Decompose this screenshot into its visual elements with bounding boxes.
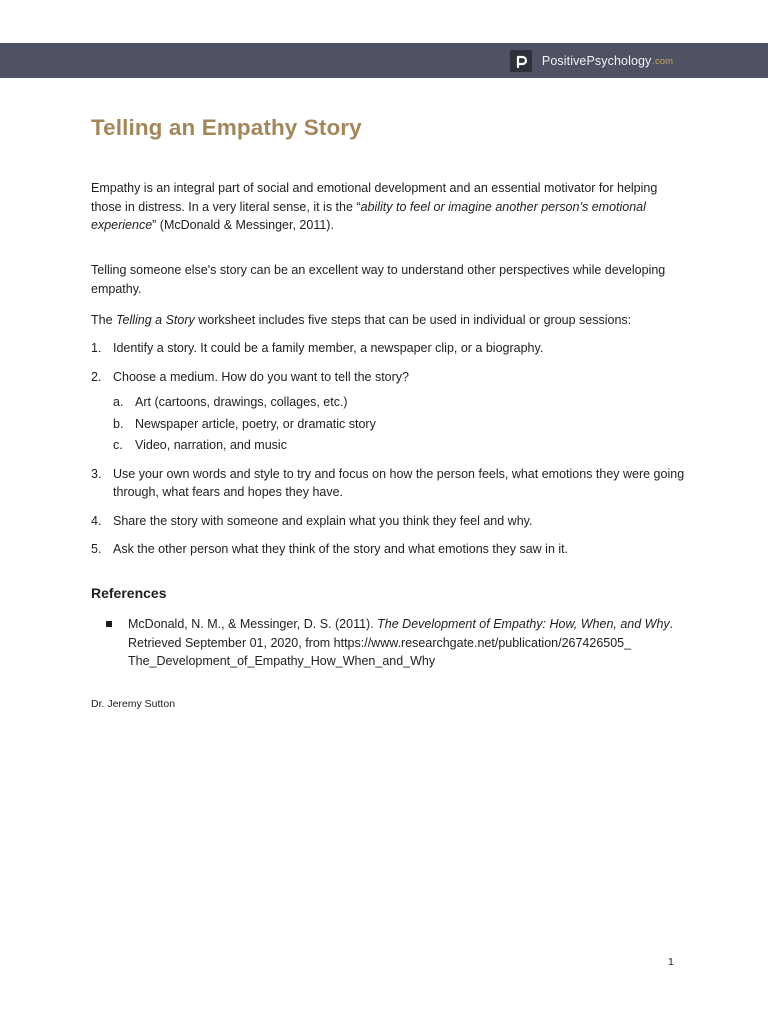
medium-options-list xyxy=(113,393,691,455)
step-item xyxy=(91,339,691,358)
option-letter: a. xyxy=(113,395,124,409)
brand[interactable] xyxy=(510,50,673,72)
page-number: 1 xyxy=(668,956,674,968)
perspective-paragraph: Telling someone else's story can be an excellent way to understand other perspectives while developing empathy. xyxy=(91,263,666,296)
option-text: Art (cartoons, drawings, collages, etc.) xyxy=(135,395,348,409)
step-item xyxy=(91,512,691,531)
step-text: Share the story with someone and explain what you think they feel and why. xyxy=(113,513,533,528)
option-text: Video, narration, and music xyxy=(135,438,287,452)
step-number: 4. xyxy=(91,513,102,528)
step-number: 5. xyxy=(91,542,102,556)
author-name: Dr. Jeremy Sutton xyxy=(91,698,176,710)
option-letter: c. xyxy=(113,438,123,452)
reference-authors: McDonald, N. M., & Messinger, D. S. (2011). xyxy=(128,617,378,631)
steps-list xyxy=(91,339,691,569)
worksheet-text-before: The xyxy=(91,313,117,327)
page-title: Telling an Empathy Story xyxy=(91,115,362,140)
worksheet-name: Telling a Story xyxy=(116,313,195,327)
option-letter: b. xyxy=(113,416,124,431)
intro-text-before: Empathy is an integral part of social and emotional development and an essential motivator for helping those in distress. In a very literal sense, it is the “ xyxy=(91,181,658,214)
medium-option xyxy=(113,393,691,412)
positive-psychology-logo-icon xyxy=(510,50,532,72)
reference-retrieved[interactable]: Retrieved September 01, 2020, from https://www.researchgate.net/publication/267426505_ xyxy=(128,635,632,650)
reference-period: . xyxy=(669,617,674,631)
step-text: Use your own words and style to try and focus on how the person feels, what emotions they were going through, what fears and hopes they have. xyxy=(113,466,685,499)
header-bar xyxy=(0,43,768,78)
intro-text-after: ” (McDonald & Messinger, 2011). xyxy=(152,218,334,232)
step-number: 1. xyxy=(91,341,102,355)
brand-name: PositivePsychology xyxy=(541,54,652,68)
step-item xyxy=(91,465,691,502)
empathy-definition-quote: ability to feel or imagine another person’s emotional experience xyxy=(91,199,646,232)
references-heading: References xyxy=(91,585,167,601)
medium-option xyxy=(113,415,691,434)
worksheet-text-after: worksheet includes five steps that can be used in individual or group sessions: xyxy=(194,313,632,327)
intro-paragraph xyxy=(91,179,691,235)
reference-url-end[interactable]: The_Development_of_Empathy_How_When_and_Why xyxy=(128,654,436,668)
medium-option xyxy=(113,436,691,455)
reference-title: The Development of Empathy: How, When, and Why xyxy=(377,617,670,631)
square-bullet-icon xyxy=(106,621,112,627)
brand-tld: .com xyxy=(652,55,673,67)
step-number: 3. xyxy=(91,466,102,481)
step-number: 2. xyxy=(91,369,102,384)
reference-item xyxy=(128,615,688,671)
step-item xyxy=(91,368,691,455)
option-text: Newspaper article, poetry, or dramatic story xyxy=(135,416,376,431)
step-text: Identify a story. It could be a family member, a newspaper clip, or a biography. xyxy=(113,341,544,355)
worksheet-paragraph xyxy=(91,311,691,330)
step-text: Choose a medium. How do you want to tell the story? xyxy=(113,369,409,384)
step-item xyxy=(91,540,691,559)
step-text: Ask the other person what they think of the story and what emotions they saw in it. xyxy=(113,542,569,556)
